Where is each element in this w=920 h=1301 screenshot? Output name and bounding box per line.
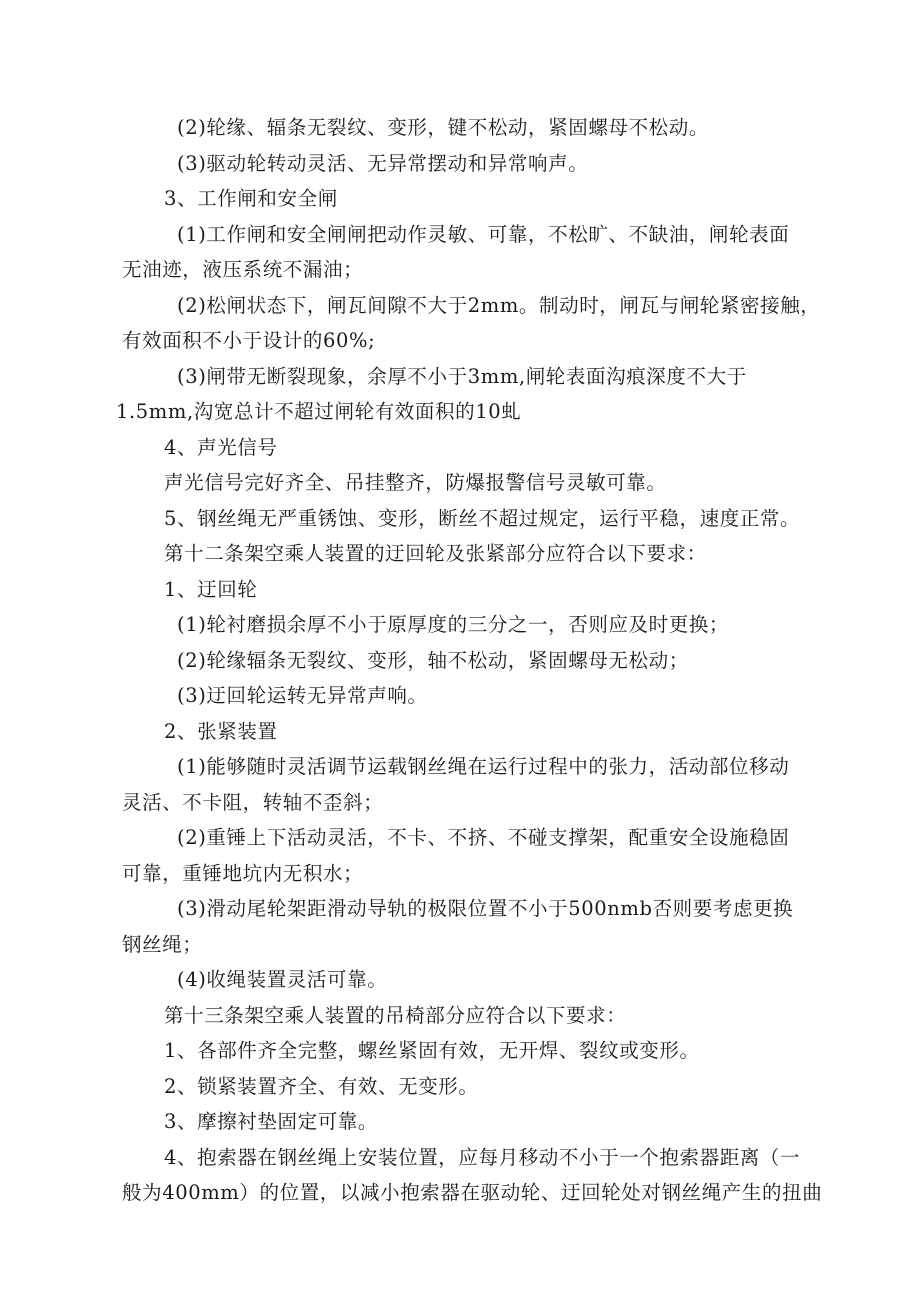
paragraph-line: 3、摩擦衬垫固定可靠。	[164, 1110, 379, 1133]
paragraph-line: (3)驱动轮转动灵活、无异常摆动和异常响声。	[177, 151, 589, 175]
paragraph-line: 般为400mm）的位置，以减小抱索器在驱动轮、迂回轮处对钢丝绳产生的扭曲	[122, 1181, 823, 1204]
section-heading: 2、张紧装置	[164, 719, 278, 743]
paragraph-line: 4、抱索器在钢丝绳上安装位置，应每月移动不小于一个抱索器距离（一	[164, 1145, 801, 1169]
paragraph-line: 声光信号完好齐全、吊挂整齐，防爆报警信号灵敏可靠。	[164, 471, 667, 494]
paragraph-line: 1、各部件齐全完整，螺丝紧固有效，无开焊、裂纹或变形。	[164, 1039, 700, 1062]
paragraph-line: (1)轮衬磨损余厚不小于原厚度的三分之一，否则应及时更换；	[177, 613, 730, 636]
article-heading: 第十三条架空乘人装置的吊椅部分应符合以下要求：	[164, 1003, 627, 1027]
document-body	[116, 110, 823, 1211]
paragraph-line: (1)工作闸和安全闸闸把动作灵敏、可靠，不松旷、不缺油，闸轮表面	[177, 222, 790, 246]
paragraph-line: (1)能够随时灵活调节运载钢丝绳在运行过程中的张力，活动部位移动	[177, 755, 790, 778]
paragraph-line: (2)轮缘辐条无裂纹、变形，轴不松动，紧固螺母无松动；	[177, 648, 689, 672]
paragraph-line: (2)重锤上下活动灵活，不卡、不挤、不碰支撑架，配重安全设施稳固	[177, 826, 790, 849]
paragraph-line: 可靠，重锤地坑内无积水；	[122, 861, 364, 885]
section-heading: 1、迂回轮	[164, 577, 258, 601]
paragraph-line: (3)闸带无断裂现象，余厚不小于3mm,闸轮表面沟痕深度不大于	[177, 364, 747, 388]
paragraph-line: (4)收绳装置灵活可靠。	[177, 968, 388, 991]
paragraph-line: (2)松闸状态下，闸瓦间隙不大于2mm。制动时，闸瓦与闸轮紧密接触，	[177, 293, 821, 317]
section-heading: 3、工作闸和安全闸	[164, 187, 338, 210]
paragraph-line: 2、锁紧装置齐全、有效、无变形。	[164, 1074, 479, 1098]
section-heading: 4、声光信号	[164, 435, 278, 459]
section-heading: 5、钢丝绳无严重锈蚀、变形，断丝不超过规定，运行平稳，速度正常。	[164, 506, 801, 530]
paragraph-line: (3)滑动尾轮架距滑动导轨的极限位置不小于500nmb否则要考虑更换	[177, 897, 794, 920]
article-heading: 第十二条架空乘人装置的迂回轮及张紧部分应符合以下要求：	[164, 542, 707, 565]
paragraph-line: (2)轮缘、辐条无裂纹、变形，键不松动，紧固螺母不松动。	[177, 116, 709, 139]
paragraph-line: 钢丝绳；	[122, 932, 203, 956]
paragraph-line: 无油迹，液压系统不漏油；	[122, 258, 364, 281]
paragraph-line: 有效面积不小于设计的60%;	[122, 329, 376, 352]
paragraph-line: (3)迂回轮运转无异常声响。	[177, 684, 428, 707]
paragraph-line: 1.5mm,沟宽总计不超过闸轮有效面积的10虬	[116, 400, 522, 423]
paragraph-line: 灵活、不卡阻，转轴不歪斜；	[122, 790, 384, 814]
